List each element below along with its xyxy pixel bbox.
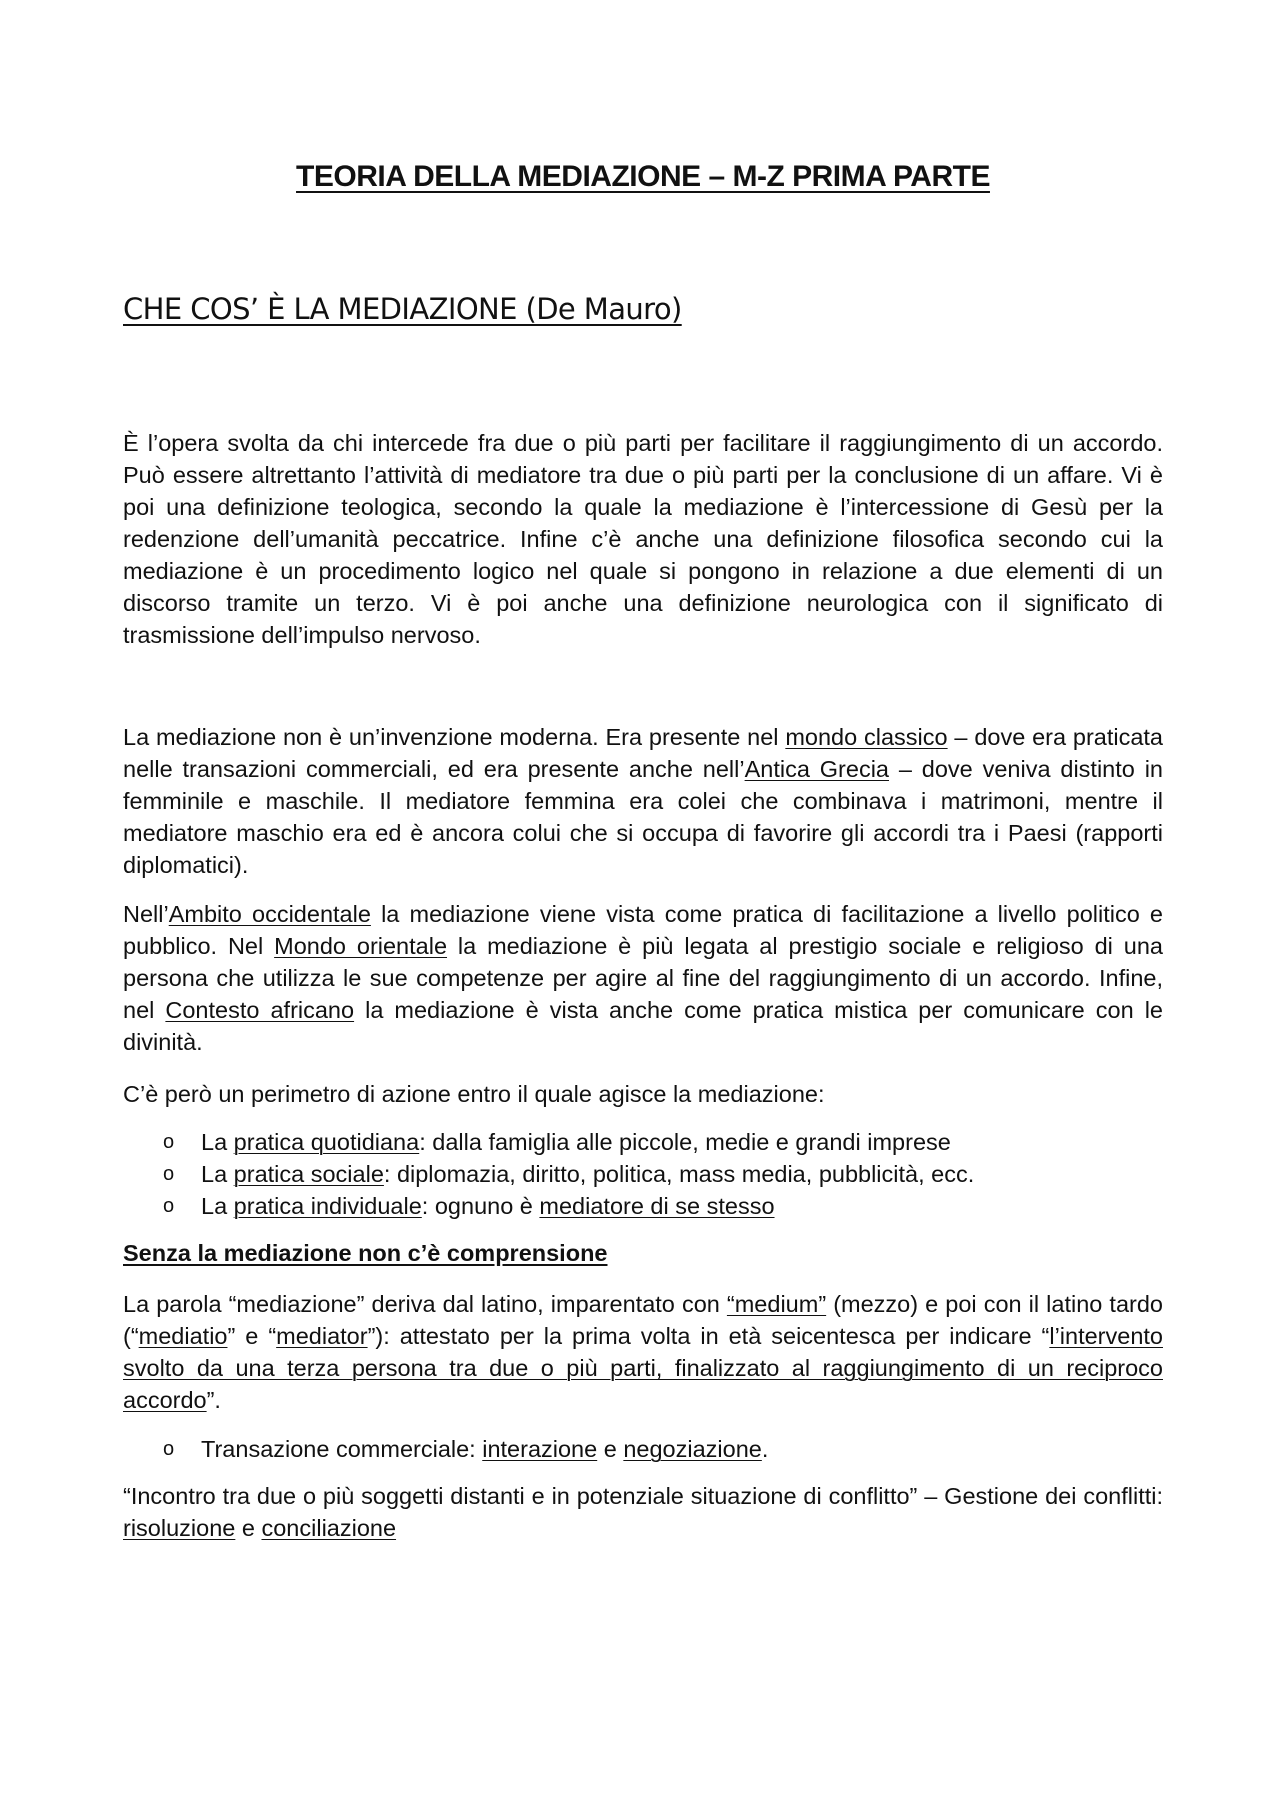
underlined-term: Antica Grecia xyxy=(744,756,889,782)
subheading: Senza la mediazione non c’è comprensione xyxy=(123,1240,608,1266)
paragraph-conflict: “Incontro tra due o più soggetti distanti e in potenziale situazione di conflitto” – Gestione dei conflitti: risoluzione e conciliazione xyxy=(123,1483,1163,1541)
underlined-term: l’intervento svolto da una terza persona tra due o più parti, finalizzato al raggiungimento di un reciproco accordo xyxy=(123,1323,1163,1413)
underlined-term: risoluzione xyxy=(123,1515,236,1541)
underlined-term: conciliazione xyxy=(261,1515,397,1541)
underlined-term: mediatore di se stesso xyxy=(539,1193,775,1219)
underlined-term: pratica sociale xyxy=(233,1161,384,1187)
list-item: o La pratica sociale: diplomazia, diritto, politica, mass media, pubblicità, ecc. xyxy=(123,1158,974,1190)
underlined-term: mediator xyxy=(276,1323,368,1349)
paragraph-history: La mediazione non è un’invenzione moderna. Era presente nel mondo classico – dove era praticata nelle transazioni commerciali, ed era presente anche nell’Antica Grecia – dove veniva distinto in femminile e maschile. Il mediatore femmina era colei che combinava i matrimoni, mentre il mediatore maschio era ed è ancora colui che si occupa di favorire gli accordi tra i Paesi (rapporti diplomatici). xyxy=(123,724,1164,878)
list-item: o La pratica quotidiana: dalla famiglia alle piccole, medie e grandi imprese xyxy=(123,1126,974,1158)
list-item: o Transazione commerciale: interazione e negoziazione. xyxy=(123,1433,768,1465)
underlined-term: interazione xyxy=(482,1436,598,1462)
paragraph-definitions: È l’opera svolta da chi intercede fra due o più parti per facilitare il raggiungimento di un accordo. Può essere altrettanto l’attività di mediatore tra due o più parti per la conclusione di un affare. Vi è poi una definizione teologica, secondo la quale la mediazione è l’intercessione di Gesù per la redenzione dell’umanità peccatrice. Infine c’è anche una definizione filosofica secondo cui la mediazione è un procedimento logico nel quale si pongono in relazione a due elementi di un discorso tramite un terzo. Vi è poi anche una definizione neurologica con il significato di trasmissione dell’impulso nervoso. xyxy=(123,430,1163,648)
bullet-circle-icon: o xyxy=(163,1163,175,1185)
underlined-term: Ambito occidentale xyxy=(168,901,371,927)
document-title-text: TEORIA DELLA MEDIAZIONE – M-Z PRIMA PARTE xyxy=(296,160,990,193)
underlined-term: “medium” xyxy=(726,1291,827,1317)
paragraph-etymology: La parola “mediazione” deriva dal latino, imparentato con “medium” (mezzo) e poi con il latino tardo (“mediatio” e “mediator”): attestato per la prima volta in età seicentesca per indicare “l’intervento svolto da una terza persona tra due o più parti, finalizzato al raggiungimento di un reciproco accordo”. xyxy=(123,1291,1163,1413)
underlined-term: mondo classico xyxy=(785,724,948,750)
bullet-list-practices xyxy=(123,1126,974,1222)
document-title xyxy=(123,160,1163,194)
underlined-term: mediatio xyxy=(138,1323,228,1349)
bullet-list-transaction xyxy=(123,1433,768,1465)
underlined-term: negoziazione xyxy=(623,1436,762,1462)
bullet-circle-icon: o xyxy=(163,1195,175,1217)
underlined-term: pratica individuale xyxy=(233,1193,422,1219)
bullet-circle-icon: o xyxy=(163,1438,175,1460)
section-heading: CHE COS’ È LA MEDIAZIONE (De Mauro) xyxy=(123,292,682,326)
underlined-term: Mondo orientale xyxy=(274,933,448,959)
bullet-circle-icon: o xyxy=(163,1131,175,1153)
underlined-term: Contesto africano xyxy=(165,997,355,1023)
list-item: o La pratica individuale: ognuno è mediatore di se stesso xyxy=(123,1190,974,1222)
paragraph-perimeter: C’è però un perimetro di azione entro il quale agisce la mediazione: xyxy=(123,1081,825,1107)
paragraph-contexts: Nell’Ambito occidentale la mediazione viene vista come pratica di facilitazione a livello politico e pubblico. Nel Mondo orientale la mediazione è più legata al prestigio sociale e religioso di una persona che utilizza le sue competenze per agire al fine del raggiungimento di un accordo. Infine, nel Contesto africano la mediazione è vista anche come pratica mistica per comunicare con le divinità. xyxy=(123,901,1164,1055)
underlined-term: pratica quotidiana xyxy=(233,1129,420,1155)
